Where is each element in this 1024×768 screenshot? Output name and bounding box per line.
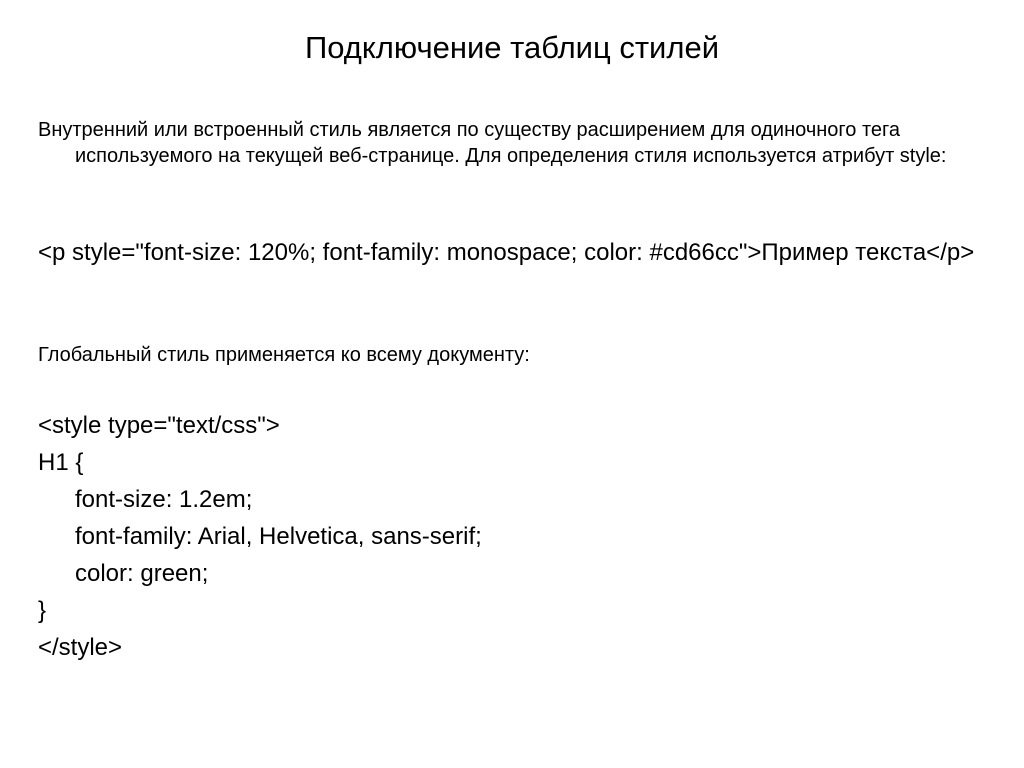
code-line-selector: H1 { <box>38 449 84 476</box>
global-style-description: Глобальный стиль применяется ко всему документу: <box>38 344 530 366</box>
inline-style-description: Внутренний или встроенный стиль является по существу расширением для одиночного тега используемого на текущей веб-странице. Для определения стиля используется атрибут style: <box>38 119 947 167</box>
inline-style-example: <p style="font-size: 120%; font-family: monospace; color: #cd66cc">Пример текста</p> <box>38 239 975 266</box>
code-line-font-family: font-family: Arial, Helvetica, sans-serif; <box>75 523 482 550</box>
code-line-style-close: </style> <box>38 634 123 661</box>
code-line-style-open: <style type="text/css"> <box>38 412 280 439</box>
code-line-close-brace: } <box>38 597 47 624</box>
slide-title: Подключение таблиц стилей <box>304 30 720 65</box>
code-line-font-size: font-size: 1.2em; <box>75 486 253 513</box>
code-line-color: color: green; <box>75 560 209 587</box>
